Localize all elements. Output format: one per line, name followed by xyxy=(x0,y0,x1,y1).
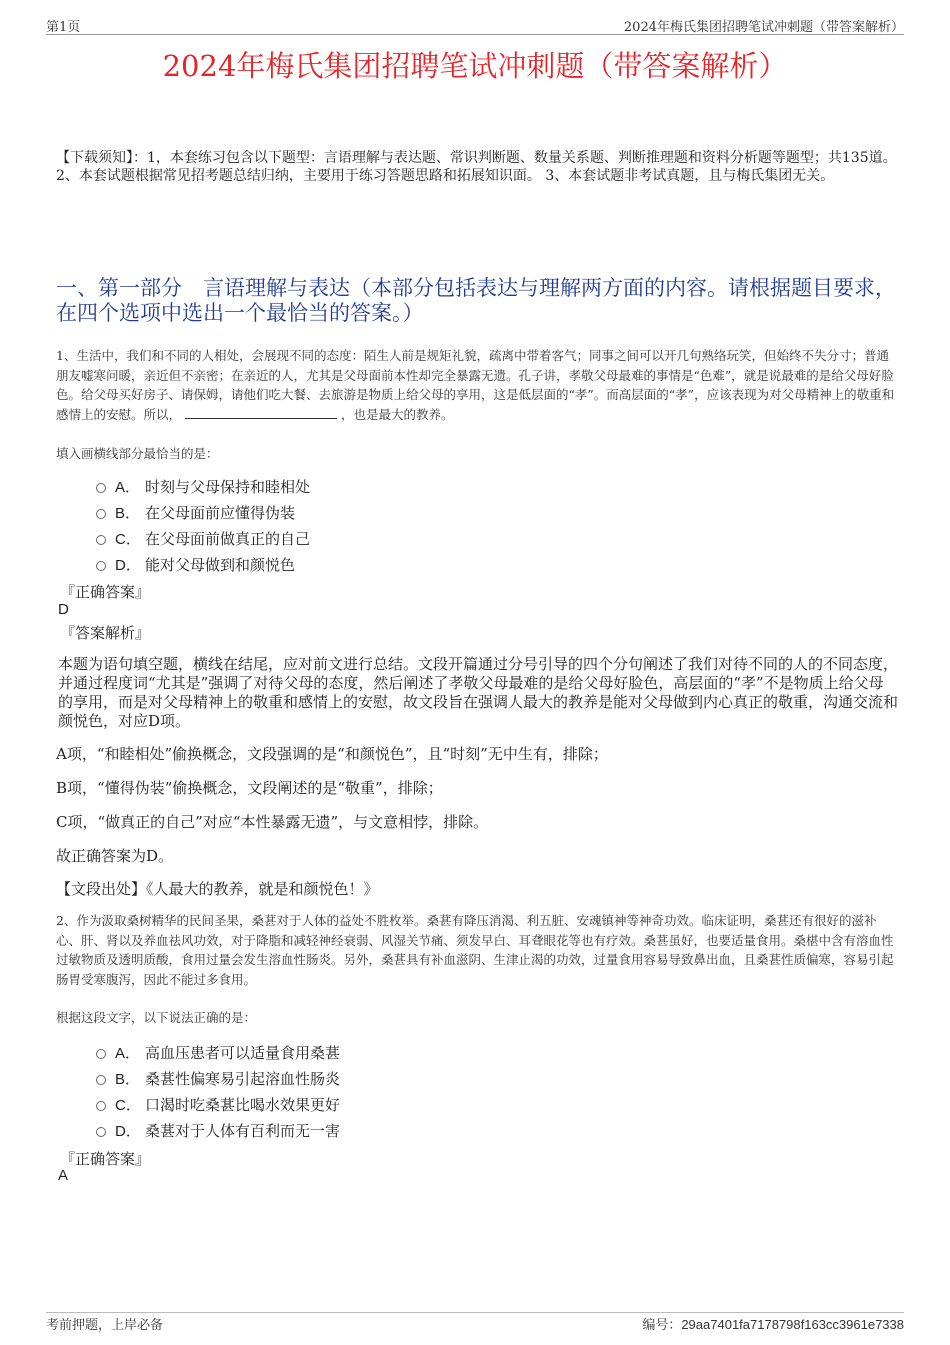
q1-option-a[interactable] xyxy=(96,475,310,497)
radio-icon[interactable] xyxy=(96,1127,106,1137)
footer-slogan: 考前押题，上岸必备 xyxy=(46,1318,164,1333)
q2-option-b[interactable] xyxy=(96,1067,340,1089)
radio-icon[interactable] xyxy=(96,1101,106,1111)
question-1-ask: 填入画横线部分最恰当的是： xyxy=(56,446,219,461)
q1-option-b[interactable] xyxy=(96,501,295,523)
option-text: 在父母面前应懂得伪装 xyxy=(145,503,296,522)
footer-code xyxy=(642,1314,904,1333)
question-1-text xyxy=(56,346,901,424)
download-notice: 【下载须知】：1，本套练习包含以下题型：言语理解与表达题、常识判断题、数量关系题、判断推理题和资料分析题等题型；共135道。 2、本套试题根据常见招考题总结归纳，主要用于练习答题思路和拓展知识面。 3、本套试题非考试真题，且与梅氏集团无关。 xyxy=(56,150,897,184)
radio-icon[interactable] xyxy=(96,1049,106,1059)
q1-conclusion: 故正确答案为D。 xyxy=(56,847,174,865)
section-heading: 一、第一部分 言语理解与表达（本部分包括表达与理解两方面的内容。请根据题目要求，在四个选项中选出一个最恰当的答案。） xyxy=(56,276,896,325)
q1-source: 【文段出处】《人最大的教养，就是和颜悦色！》 xyxy=(56,880,379,898)
q1-option-d[interactable] xyxy=(96,553,295,575)
option-text: 能对父母做到和颜悦色 xyxy=(145,555,296,574)
option-text: 高血压患者可以适量食用桑葚 xyxy=(145,1043,341,1062)
q2-answer-label: 『正确答案』 xyxy=(60,1150,151,1168)
option-letter: D． xyxy=(115,556,141,574)
footer-code-label: 编号： xyxy=(642,1318,682,1333)
q1-note-c: C项，“做真正的自己”对应“本性暴露无遗”，与文意相悖，排除。 xyxy=(56,813,489,831)
q1-option-c[interactable] xyxy=(96,527,310,549)
q2-option-d[interactable] xyxy=(96,1119,340,1141)
option-letter: C． xyxy=(115,1096,141,1114)
option-letter: C． xyxy=(115,530,141,548)
radio-icon[interactable] xyxy=(96,1075,106,1085)
option-text: 在父母面前做真正的自己 xyxy=(145,529,311,548)
q2-option-c[interactable] xyxy=(96,1093,340,1115)
option-letter: D． xyxy=(115,1122,141,1140)
footer-code-value: 29aa7401fa7178798f163cc3961e7338 xyxy=(681,1317,904,1332)
q1-analysis: 本题为语句填空题，横线在结尾，应对前文进行总结。文段开篇通过分号引导的四个分句阐述了我们对待不同的人的不同态度，并通过程度词“尤其是”强调了对待父母的态度，然后阐述了孝敬父母最难的是给父母好脸色，高层面的“孝”不是物质上给父母的享用，而是对父母精神上的敬重和感情上的安慰，故文段旨在强调人最大的教养是能对父母做到内心真正的敬重，沟通交流和颜悦色，对应D项。 xyxy=(58,655,899,730)
q1-answer-label: 『正确答案』 xyxy=(60,583,151,601)
radio-icon[interactable] xyxy=(96,535,106,545)
q1-analysis-label: 『答案解析』 xyxy=(60,624,151,642)
question-2-ask: 根据这段文字，以下说法正确的是： xyxy=(56,1010,257,1025)
q1-note-a: A项，“和睦相处”偷换概念，文段强调的是“和颜悦色”，且“时刻”无中生有，排除； xyxy=(56,745,608,763)
option-text: 桑葚对于人体有百利而无一害 xyxy=(145,1121,341,1140)
header-page-number: 第1页 xyxy=(46,20,81,35)
q2-answer: A xyxy=(58,1167,69,1184)
radio-icon[interactable] xyxy=(96,483,106,493)
option-letter: B． xyxy=(115,504,141,522)
header-doc-title: 2024年梅氏集团招聘笔试冲刺题（带答案解析） xyxy=(623,20,904,35)
question-2-text: 2、作为汲取桑树精华的民间圣果，桑葚对于人体的益处不胜枚举。桑葚有降压消渴、利五脏、安魂镇神等神奇功效。临床证明，桑葚还有很好的滋补心、肝、肾以及养血祛风功效，对于降脂和减轻神经衰弱、风湿关节痛、须发早白、耳聋眼花等也有疗效。桑葚虽好，也要适量食用。桑椹中含有溶血性过敏物质及透明质酸，食用过量会发生溶血性肠炎。另外，桑葚具有补血滋阴、生津止渴的功效，过量食用容易导致鼻出血，且桑葚性质偏寒，容易引起肠胃受寒腹泻，因此不能过多食用。 xyxy=(56,913,894,987)
option-letter: A． xyxy=(115,478,141,496)
option-text: 口渴时吃桑葚比喝水效果更好 xyxy=(145,1095,341,1114)
option-text: 时刻与父母保持和睦相处 xyxy=(145,477,311,496)
option-letter: B． xyxy=(115,1070,141,1088)
option-letter: A． xyxy=(115,1044,141,1062)
question-1-text-after: ，也是最大的教养。 xyxy=(341,406,454,422)
q1-note-b: B项，“懂得伪装”偷换概念，文段阐述的是“敬重”，排除； xyxy=(56,779,443,797)
q2-option-a[interactable] xyxy=(96,1041,340,1063)
fill-in-blank xyxy=(185,406,337,419)
page-title: 2024年梅氏集团招聘笔试冲刺题（带答案解析） xyxy=(162,49,788,83)
radio-icon[interactable] xyxy=(96,561,106,571)
radio-icon[interactable] xyxy=(96,509,106,519)
option-text: 桑葚性偏寒易引起溶血性肠炎 xyxy=(145,1069,341,1088)
header-divider xyxy=(46,34,904,35)
footer-divider xyxy=(46,1312,904,1313)
q1-answer: D xyxy=(58,601,69,618)
question-1-text-before: 1、生活中，我们和不同的人相处，会展现不同的态度：陌生人前是规矩礼貌，疏离中带着客气；同事之间可以开几句熟络玩笑，但始终不失分寸；普通朋友嘘寒问暖，亲近但不亲密；在亲近的人，尤其是父母面前本性却完全暴露无遗。孔子讲，孝敬父母最难的事情是“色难”，就是说最难的是给父母好脸色。给父母买好房子、请保姆，请他们吃大餐、去旅游是物质上给父母的享用，这是低层面的“孝”。而高层面的“孝”，应该表现为对父母精神上的敬重和感情上的安慰。所以， xyxy=(56,348,895,422)
